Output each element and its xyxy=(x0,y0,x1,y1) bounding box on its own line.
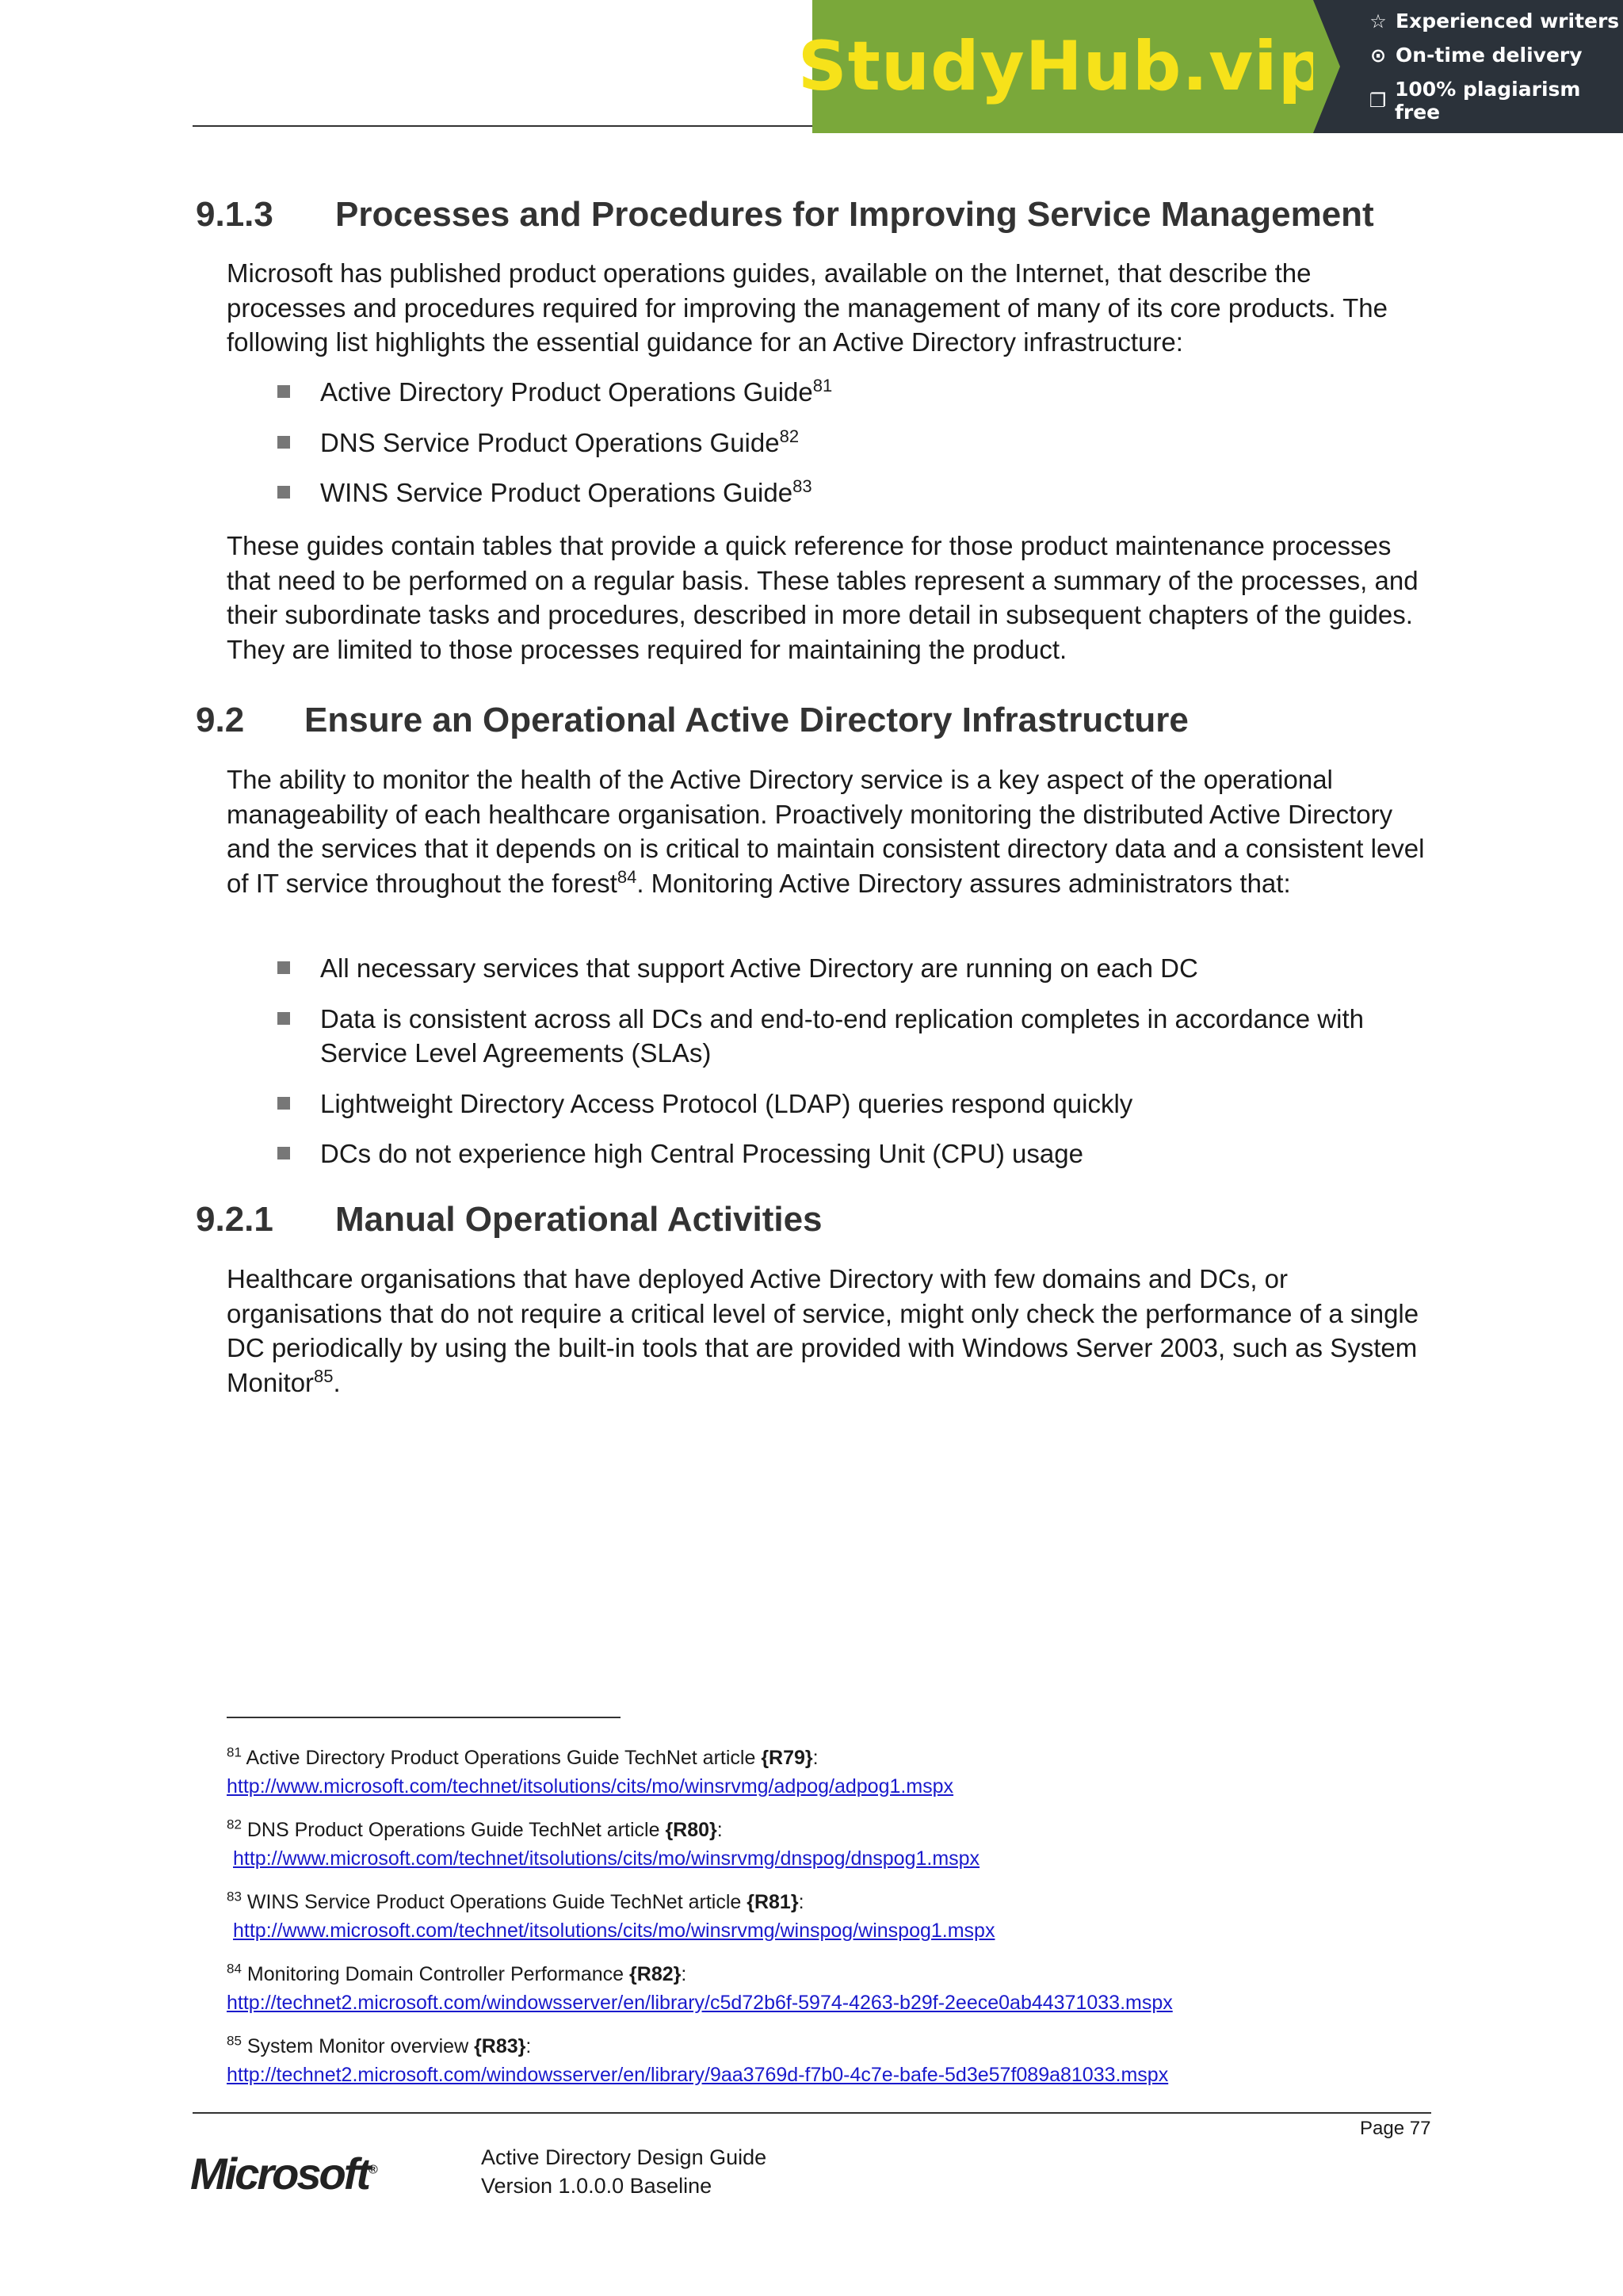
feature-label: On-time delivery xyxy=(1396,44,1583,67)
microsoft-logo: Microsoft® xyxy=(190,2149,378,2199)
heading-number: 9.2 xyxy=(196,701,245,739)
footnote-84: $^{84}$ Monitoring Domain Controller Performance {R82}: http://technet2.microsoft.com/windowsserver/en/library/c5d72b6f-5974-4263-b29f-2eece0ab44371033.mspx xyxy=(227,1961,1173,2014)
footnote-link[interactable]: http://www.microsoft.com/technet/itsolutions/cits/mo/winsrvmg/winspog/winspog1.mspx xyxy=(233,1920,995,1942)
doc-version: Version 1.0.0.0 Baseline xyxy=(481,2174,712,2198)
page-number: Page 77 xyxy=(1360,2118,1431,2139)
bullet-square-icon xyxy=(277,486,290,499)
bullet-square-icon xyxy=(277,1012,290,1025)
heading-title: Manual Operational Activities xyxy=(335,1200,823,1239)
doc-title: Active Directory Design Guide xyxy=(481,2145,767,2169)
footnote-link[interactable]: http://technet2.microsoft.com/windowsserver/en/library/c5d72b6f-5974-4263-b29f-2eece0ab44371033.mspx xyxy=(227,1992,1173,2014)
footnote-link[interactable]: http://www.microsoft.com/technet/itsolutions/cits/mo/winsrvmg/dnspog/dnspog1.mspx xyxy=(233,1847,980,1870)
feature-experienced-writers xyxy=(1369,10,1623,32)
guides-list xyxy=(277,375,832,510)
feature-on-time-delivery xyxy=(1369,44,1623,67)
footnote-link[interactable]: http://www.microsoft.com/technet/itsolutions/cits/mo/winsrvmg/adpog/adpog1.mspx xyxy=(227,1775,954,1797)
footer-doc-info xyxy=(481,2143,766,2200)
heading-number: 9.1.3 xyxy=(196,195,273,234)
list-item: WINS Service Product Operations Guide$^{83}$ xyxy=(277,476,832,510)
paragraph-9-2-intro: The ability to monitor the health of the Active Directory service is a key aspect of the operational manageability of each healthcare organisation. Proactively monitoring the distributed Active Directory and the services that it depends on is critical to maintain consistent directory data and a consistent level of IT service throughout the forest$^{84}$. Monitoring Active Directory assures administrators that: xyxy=(227,765,1425,898)
monitoring-list xyxy=(277,951,1450,1171)
footnote-ref[interactable]: 84 xyxy=(617,866,637,887)
list-item: Active Directory Product Operations Guide$^{81}$ xyxy=(277,375,832,410)
paragraph-9-1-3-closing: These guides contain tables that provide a quick reference for those product maintenance processes that need to be performed on a regular basis. These tables represent a summary of the processes, and their subordinate tasks and procedures, described in more detail in subsequent chapters of the guides. They are limited to those processes required for maintaining the product. xyxy=(227,531,1419,664)
brand-panel xyxy=(797,0,1328,133)
paragraph-9-1-3-intro: Microsoft has published product operations guides, available on the Internet, that describe the processes and procedures required for improving the management of many of its core products. The following list highlights the essential guidance for an Active Directory infrastructure: xyxy=(227,258,1388,357)
footnote-ref[interactable]: 81 xyxy=(812,376,833,395)
list-item: Lightweight Directory Access Protocol (LDAP) queries respond quickly xyxy=(277,1087,1450,1121)
footnote-85: $^{85}$ System Monitor overview {R83}: http://technet2.microsoft.com/windowsserver/en/library/9aa3769d-f7b0-4c7e-bafe-5d3e57f089a81033.mspx xyxy=(227,2033,1169,2086)
footnote-81: $^{81}$ Active Directory Product Operations Guide TechNet article {R79}: http://www.microsoft.com/technet/itsolutions/cits/mo/winsrvmg/adpog/adpog1.mspx xyxy=(227,1744,954,1797)
brand-logo-text: StudyHub.vip xyxy=(797,27,1328,106)
star-outline-icon: ☆ xyxy=(1369,10,1387,32)
footnote-link[interactable]: http://technet2.microsoft.com/windowsserver/en/library/9aa3769d-f7b0-4c7e-bafe-5d3e57f089a81033.mspx xyxy=(227,2064,1169,2086)
bullet-square-icon xyxy=(277,1147,290,1159)
paragraph-9-2-1: Healthcare organisations that have deployed Active Directory with few domains and DCs, or organisations that do not require a critical level of service, might only check the performance of a single DC periodically by using the built-in tools that are provided with Windows Server 2003, such as System Monitor$^{85}$. xyxy=(227,1264,1419,1397)
heading-title: Ensure an Operational Active Directory Infrastructure xyxy=(304,701,1189,739)
list-item: DNS Service Product Operations Guide$^{82}$ xyxy=(277,426,832,460)
heading-9-1-3 xyxy=(196,195,1374,235)
feature-label: 100% plagiarism free xyxy=(1395,78,1581,124)
studyhub-banner[interactable] xyxy=(797,0,1623,133)
footer-rule xyxy=(193,2112,1431,2114)
list-item: All necessary services that support Active Directory are running on each DC xyxy=(277,951,1450,986)
footnote-ref[interactable]: 85 xyxy=(314,1366,334,1386)
feature-label: Experienced writers xyxy=(1396,10,1620,32)
footnote-rule xyxy=(227,1717,621,1718)
feature-plagiarism-free xyxy=(1369,78,1623,124)
footnote-82: $^{82}$ DNS Product Operations Guide TechNet article {R80}: http://www.microsoft.com/technet/itsolutions/cits/mo/winsrvmg/dnspog/dnspog1.mspx xyxy=(227,1817,980,1870)
bullet-square-icon xyxy=(277,436,290,449)
footnote-ref[interactable]: 83 xyxy=(792,476,812,496)
heading-title: Processes and Procedures for Improving Service Management xyxy=(335,195,1374,234)
bullet-square-icon xyxy=(277,1097,290,1110)
bullet-square-icon xyxy=(277,961,290,974)
feature-list xyxy=(1313,0,1623,133)
list-item: DCs do not experience high Central Processing Unit (CPU) usage xyxy=(277,1137,1450,1171)
clock-icon: ⊙ xyxy=(1369,44,1387,67)
footnote-ref[interactable]: 82 xyxy=(779,426,800,446)
footnote-83: $^{83}$ WINS Service Product Operations Guide TechNet article {R81}: http://www.microsoft.com/technet/itsolutions/cits/mo/winsrvmg/winspog/winspog1.mspx xyxy=(227,1889,995,1942)
heading-9-2 xyxy=(196,701,1189,740)
heading-9-2-1 xyxy=(196,1200,823,1240)
heading-number: 9.2.1 xyxy=(196,1200,273,1239)
bullet-square-icon xyxy=(277,385,290,398)
copy-icon: ❐ xyxy=(1369,90,1387,112)
list-item: Data is consistent across all DCs and end-to-end replication completes in accordance with Service Level Agreements (SLAs) xyxy=(277,1002,1450,1071)
